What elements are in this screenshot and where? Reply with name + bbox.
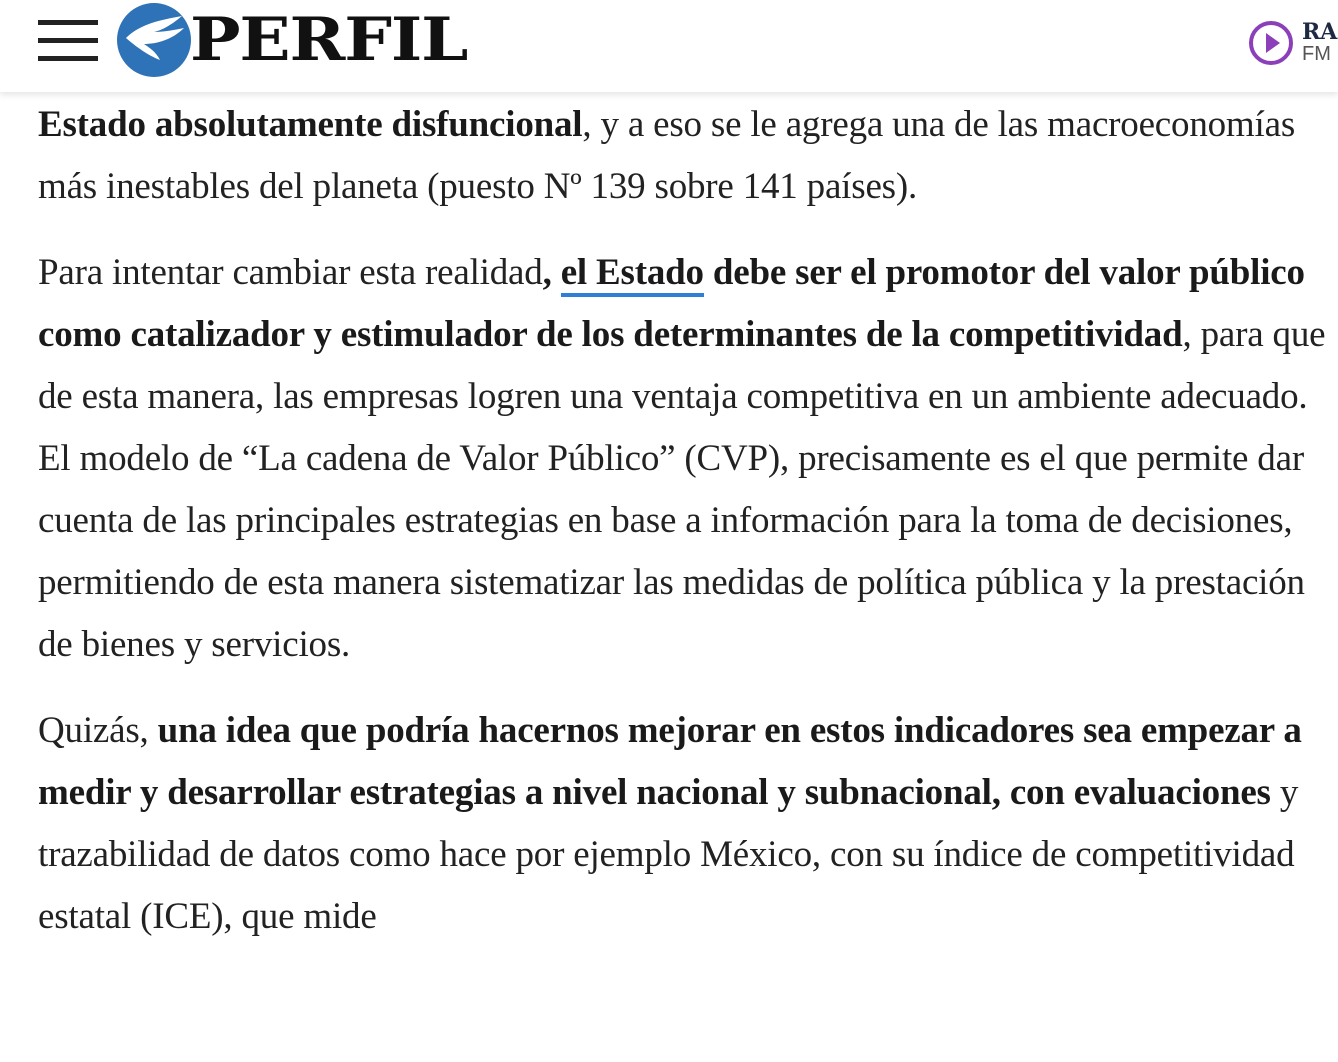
bold-text: debe ser el promotor del valor público como catalizador y estimulador de los determinantes de la competitividad	[38, 252, 1305, 355]
paragraph-2	[38, 242, 1328, 676]
paragraph-text: Quizás,	[38, 710, 158, 751]
hamburger-line	[38, 56, 98, 61]
radio-label-bottom: FM	[1302, 43, 1331, 65]
hamburger-line	[38, 20, 98, 25]
play-circle-icon	[1248, 20, 1294, 66]
hamburger-menu-icon[interactable]	[38, 20, 98, 62]
paragraph-text: , para que de esta manera, las empresas logren una ventaja competitiva en un ambiente adecuado. El modelo de “La cadena de Valor Público” (CVP), precisamente es el que permite dar cuenta de las principales estrategias en base a información para la toma de decisiones, permitiendo de esta manera sistematizar las medidas de política pública y la prestación de bienes y servicios.	[38, 314, 1326, 665]
logo-wordmark: PERFIL	[190, 5, 468, 75]
paragraph-text: , y a eso se le agrega una de las macroeconomías más inestables del planeta (puesto Nº 139 sobre 141 países).	[38, 104, 1296, 207]
perfil-logo[interactable]	[116, 2, 468, 78]
perfil-bird-icon	[116, 2, 192, 78]
paragraph-text: Para intentar cambiar esta realidad	[38, 252, 543, 293]
paragraph-text: y trazabilidad de datos como hace por ejemplo México, con su índice de competitividad estatal (ICE), que mide	[38, 772, 1299, 937]
link-el-estado[interactable]: el Estado	[561, 252, 704, 297]
top-navigation-bar	[0, 0, 1338, 92]
paragraph-3	[38, 700, 1328, 948]
radio-label	[1302, 21, 1337, 65]
radio-label-top: RA	[1302, 19, 1338, 45]
radio-player-button[interactable]	[1248, 18, 1338, 68]
paragraph-1	[38, 94, 1328, 218]
hamburger-line	[38, 38, 98, 43]
bold-text: ,	[542, 252, 561, 293]
article-body	[38, 94, 1328, 948]
bold-text: Estado absolutamente disfuncional	[38, 104, 583, 145]
bold-text: una idea que podría hacernos mejorar en estos indicadores sea empezar a medir y desarrollar estrategias a nivel nacional y subnacional, con evaluaciones	[38, 710, 1302, 813]
